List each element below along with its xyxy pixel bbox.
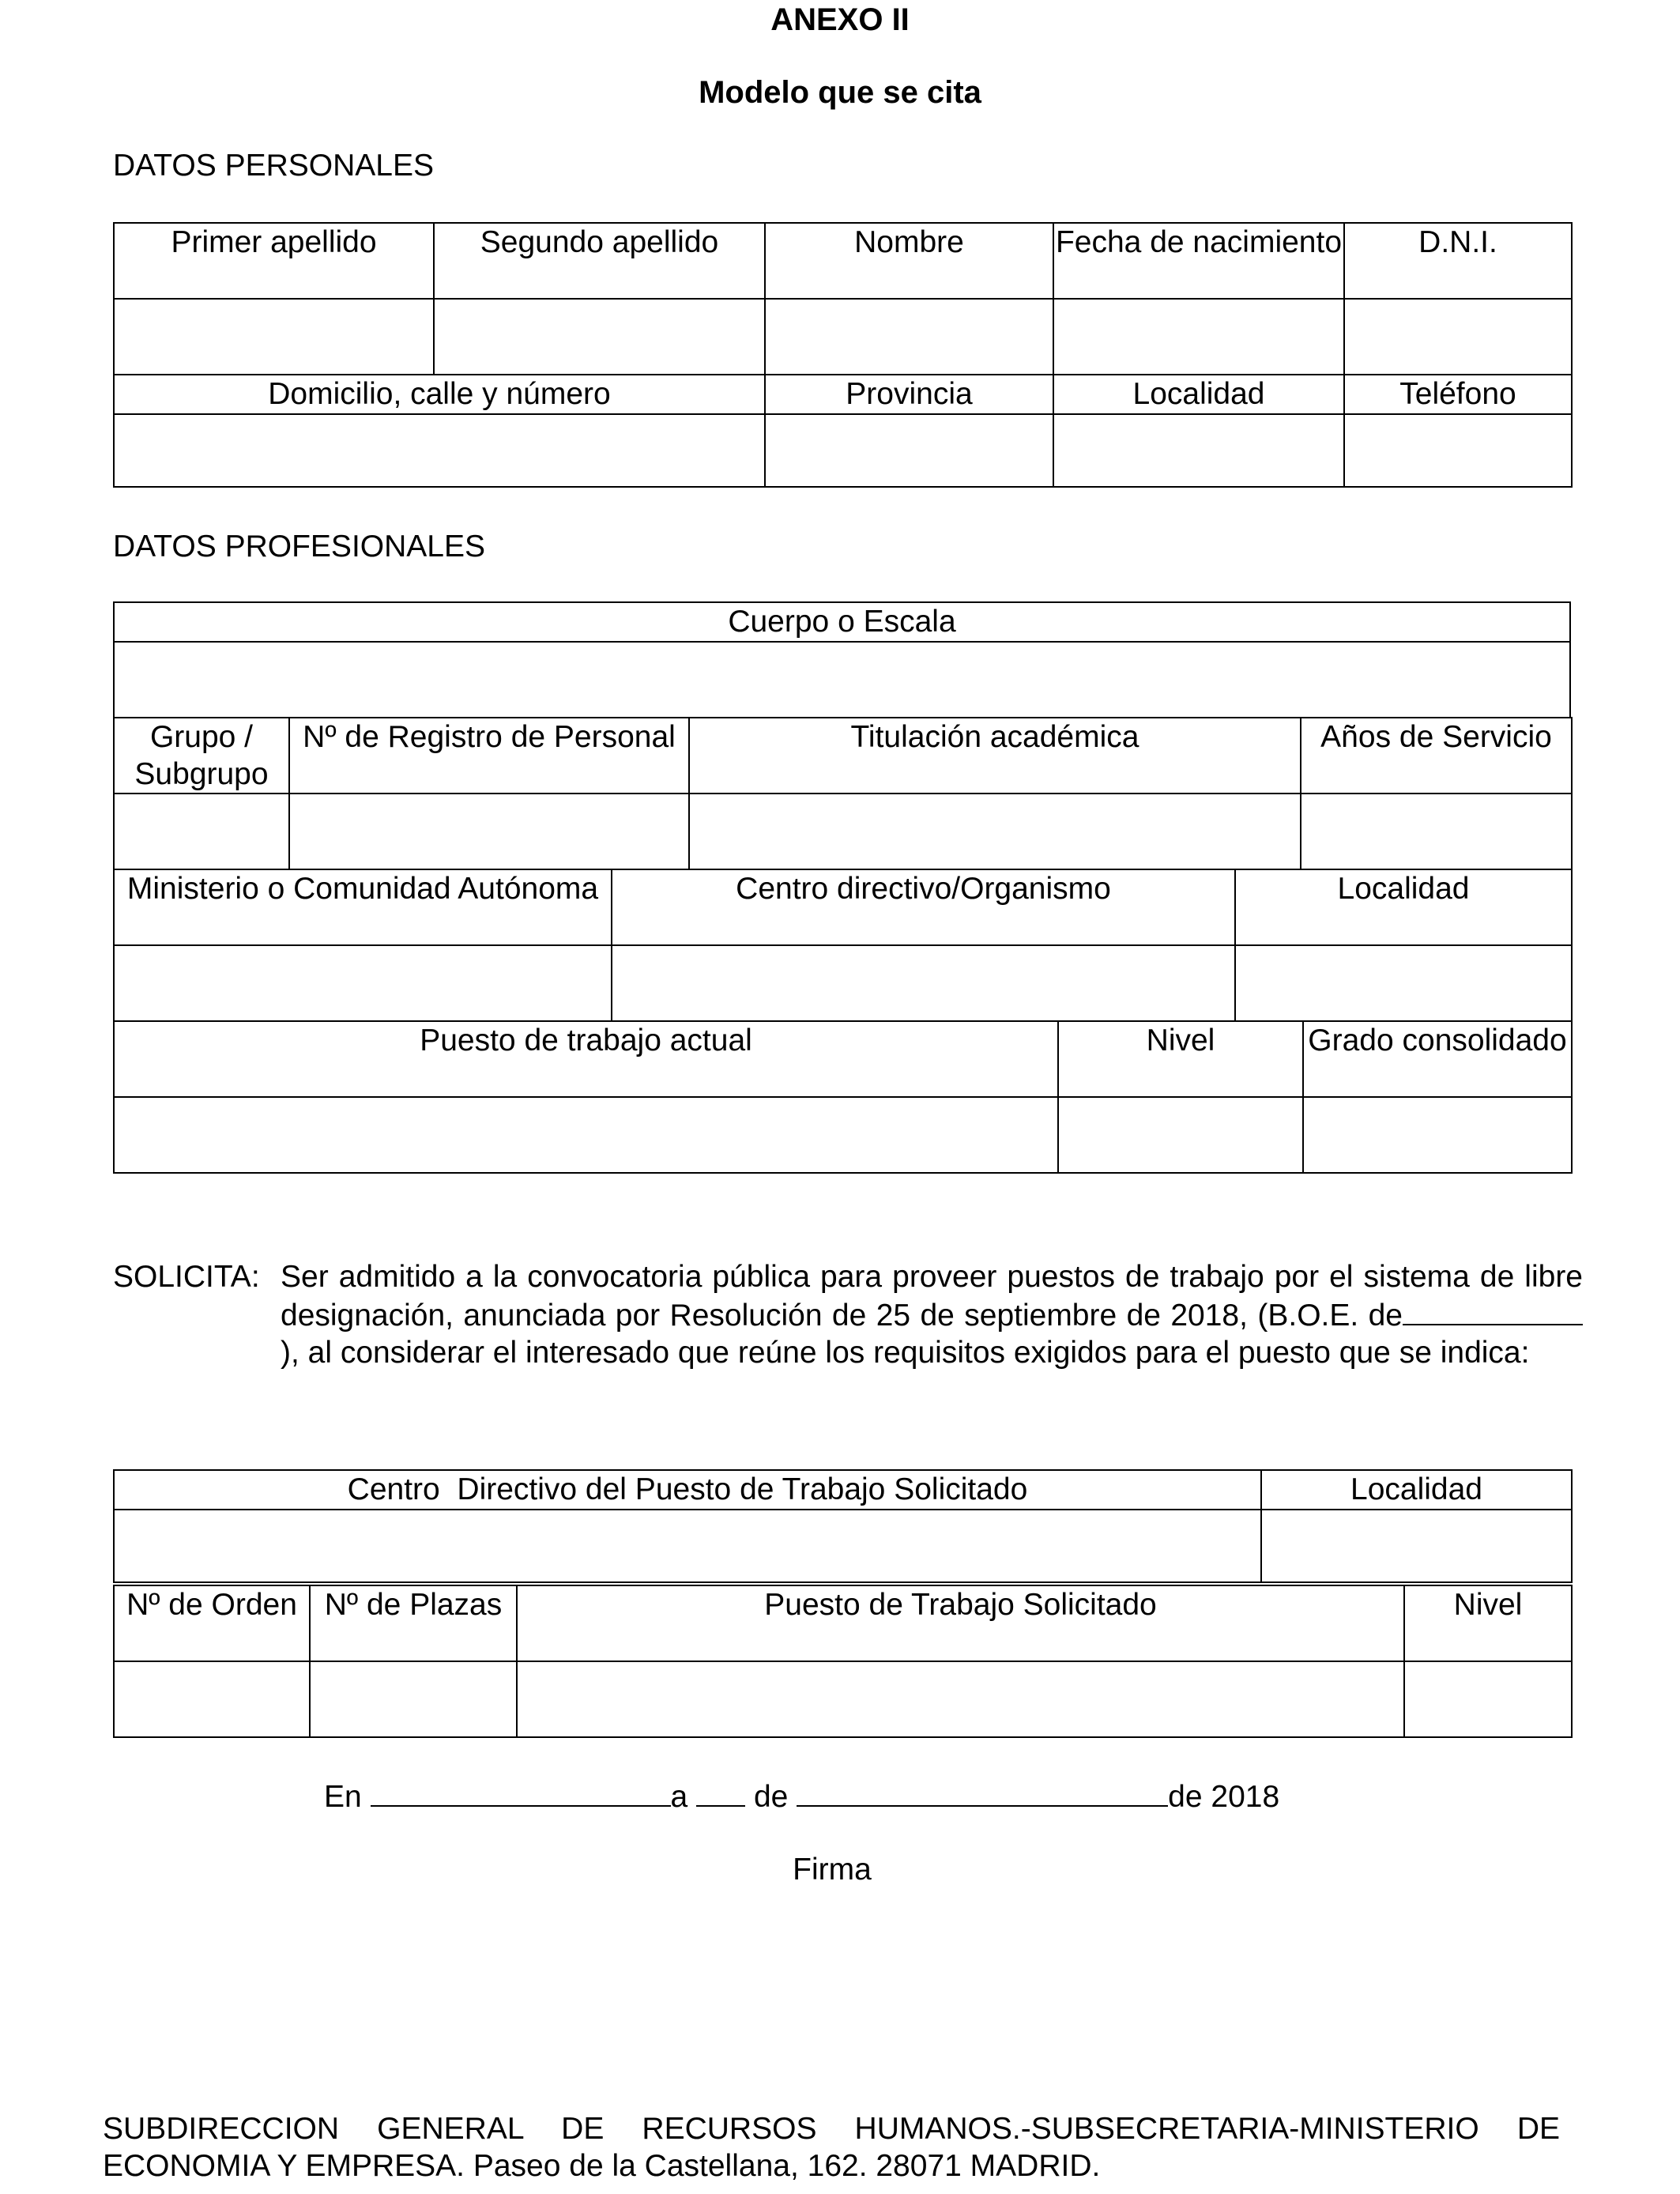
header-puesto-solicitado: Puesto de Trabajo Solicitado xyxy=(517,1585,1404,1661)
field-telefono[interactable] xyxy=(1344,414,1572,487)
header-ministerio: Ministerio o Comunidad Autónoma xyxy=(114,869,612,945)
label-year: de 2018 xyxy=(1168,1780,1280,1814)
annex-title: ANEXO II xyxy=(770,2,910,37)
field-centro-directivo[interactable] xyxy=(612,945,1235,1021)
header-centro-directivo: Centro directivo/Organismo xyxy=(612,869,1235,945)
header-localidad: Localidad xyxy=(1053,375,1344,414)
footer-line-2: ECONOMIA Y EMPRESA. Paseo de la Castellana, 162. 28071 MADRID. xyxy=(103,2149,1101,2183)
header-grupo-subgrupo: Grupo / Subgrupo xyxy=(114,718,289,794)
signature-label: Firma xyxy=(793,1853,872,1887)
field-numero-plazas[interactable] xyxy=(310,1661,517,1737)
header-telefono: Teléfono xyxy=(1344,375,1572,414)
header-nivel-solicitado: Nivel xyxy=(1404,1585,1572,1661)
header-localidad-solicitada: Localidad xyxy=(1261,1470,1572,1510)
requested-centre-table xyxy=(113,1469,1573,1583)
header-anos-servicio: Años de Servicio xyxy=(1301,718,1572,794)
header-fecha-nacimiento: Fecha de nacimiento xyxy=(1053,223,1344,299)
month-field[interactable] xyxy=(797,1777,1168,1807)
footer-address xyxy=(103,2110,1560,2185)
header-domicilio: Domicilio, calle y número xyxy=(114,375,765,414)
request-text-after: ), al considerar el interesado que reúne los requisitos exigidos para el puesto que se indica: xyxy=(281,1336,1530,1370)
field-centro-solicitado[interactable] xyxy=(114,1510,1261,1582)
professional-section-title: DATOS PROFESIONALES xyxy=(113,530,486,564)
field-nombre[interactable] xyxy=(765,299,1053,375)
field-numero-orden[interactable] xyxy=(114,1661,310,1737)
header-nivel-actual: Nivel xyxy=(1058,1021,1303,1097)
professional-ministry-table xyxy=(113,869,1573,1022)
field-puesto-actual[interactable] xyxy=(114,1097,1058,1173)
header-puesto-actual: Puesto de trabajo actual xyxy=(114,1021,1058,1097)
field-ministerio[interactable] xyxy=(114,945,612,1021)
request-label: SOLICITA: xyxy=(113,1260,260,1294)
header-numero-plazas: Nº de Plazas xyxy=(310,1585,517,1661)
header-primer-apellido: Primer apellido xyxy=(114,223,434,299)
header-numero-orden: Nº de Orden xyxy=(114,1585,310,1661)
field-provincia[interactable] xyxy=(765,414,1053,487)
field-nivel-actual[interactable] xyxy=(1058,1097,1303,1173)
document-subtitle: Modelo que se cita xyxy=(699,75,981,110)
field-domicilio[interactable] xyxy=(114,414,765,487)
boe-date-field[interactable] xyxy=(1403,1295,1583,1325)
personal-data-table xyxy=(113,222,1573,488)
footer-line-1: SUBDIRECCION GENERAL DE RECURSOS HUMANOS.-SUBSECRETARIA-MINISTERIO DE xyxy=(103,2112,1560,2146)
header-dni: D.N.I. xyxy=(1344,223,1572,299)
field-localidad-prof[interactable] xyxy=(1235,945,1572,1021)
field-grado-consolidado[interactable] xyxy=(1303,1097,1572,1173)
header-nombre: Nombre xyxy=(765,223,1053,299)
header-segundo-apellido: Segundo apellido xyxy=(434,223,765,299)
header-cuerpo-escala: Cuerpo o Escala xyxy=(114,602,1570,642)
field-localidad[interactable] xyxy=(1053,414,1344,487)
header-provincia: Provincia xyxy=(765,375,1053,414)
field-grupo-subgrupo[interactable] xyxy=(114,794,289,869)
field-localidad-solicitada[interactable] xyxy=(1261,1510,1572,1582)
header-centro-solicitado: Centro Directivo del Puesto de Trabajo Solicitado xyxy=(114,1470,1261,1510)
personal-section-title: DATOS PERSONALES xyxy=(113,149,435,183)
header-registro-personal: Nº de Registro de Personal xyxy=(289,718,689,794)
label-de: de xyxy=(753,1780,789,1814)
label-a: a xyxy=(670,1780,688,1814)
request-paragraph xyxy=(113,1258,1583,1371)
header-localidad-prof: Localidad xyxy=(1235,869,1572,945)
place-field[interactable] xyxy=(371,1777,671,1807)
field-dni[interactable] xyxy=(1344,299,1572,375)
field-puesto-solicitado[interactable] xyxy=(517,1661,1404,1737)
header-titulacion: Titulación académica xyxy=(689,718,1301,794)
field-titulacion[interactable] xyxy=(689,794,1301,869)
field-segundo-apellido[interactable] xyxy=(434,299,765,375)
professional-group-table xyxy=(113,717,1573,870)
field-anos-servicio[interactable] xyxy=(1301,794,1572,869)
signature-date-line xyxy=(324,1777,1279,1815)
requested-post-table xyxy=(113,1585,1573,1738)
field-fecha-nacimiento[interactable] xyxy=(1053,299,1344,375)
field-cuerpo-escala[interactable] xyxy=(114,642,1570,718)
request-text-before: Ser admitido a la convocatoria pública para proveer puestos de trabajo por el sistema de libre designación, anunciada por Resolución de 25 de septiembre de 2018, (B.O.E. de xyxy=(281,1260,1583,1333)
professional-cuerpo-table xyxy=(113,601,1571,718)
label-en: En xyxy=(324,1780,362,1814)
professional-post-table xyxy=(113,1020,1573,1174)
field-nivel-solicitado[interactable] xyxy=(1404,1661,1572,1737)
field-registro-personal[interactable] xyxy=(289,794,689,869)
field-primer-apellido[interactable] xyxy=(114,299,434,375)
day-field[interactable] xyxy=(696,1777,745,1807)
header-grado-consolidado: Grado consolidado xyxy=(1303,1021,1572,1097)
